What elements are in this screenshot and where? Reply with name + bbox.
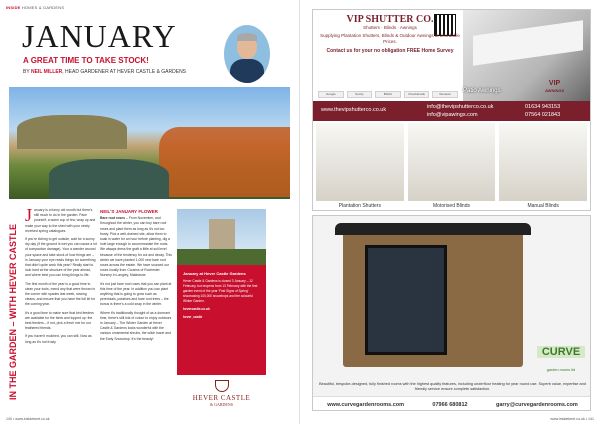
badge: Somfy	[347, 91, 373, 98]
garden-room-glass-door	[365, 245, 447, 355]
event-text: Hever Castle & Gardens is closed 3 January – 12 February, but reopens from 13 February with the first garden event of the year 'First Signs of Spring' showcasing 100,000 snowdrops and the colourful Winter Garden.	[183, 279, 258, 303]
product-label: Manual Blinds	[499, 201, 587, 211]
vip-phone-2[interactable]: 07564 021843	[525, 112, 561, 118]
curve-brand: CURVE	[537, 346, 585, 358]
product-tile-shutters	[316, 123, 404, 211]
vip-tagline: Supplying Plantation Shutters, Blinds & Outdoor Awnings at affordable Prices.	[320, 33, 460, 44]
curve-website-link[interactable]: www.curvegardenrooms.com	[327, 401, 405, 408]
article-subtitle: A GREAT TIME TO TAKE STOCK!	[23, 56, 149, 65]
vip-email-2[interactable]: info@vipawings.com	[427, 112, 478, 118]
section-tag-text: IN THE GARDEN – WITH HEVER CASTLE	[8, 223, 18, 401]
vip-awnings-sub: AWNINGS	[545, 88, 565, 93]
portrait-body	[230, 59, 264, 83]
paragraph	[100, 216, 172, 278]
section-tag	[7, 206, 19, 418]
product-tiles	[316, 123, 587, 211]
article-column-1	[25, 205, 97, 348]
product-tile-manual-blinds	[499, 123, 587, 211]
page-footer: 140 • www.insidekent.co.uk	[6, 417, 50, 421]
paragraph: If you're itching to get outside, wait for a sunny dry day (if the ground is wet you can cause a lot of compaction damage). Your a wander around your space and take stock of how things are – in January your eye reads things for something that didn't quite work this year? Really start to look hard at the structure of the year ahead, and where best you can bring things to life.	[25, 237, 97, 278]
article-column-2	[100, 209, 172, 345]
vip-shutter-ad	[312, 9, 591, 211]
awning-label: Patio Awnings	[463, 88, 501, 94]
byline-role: , HEAD GARDENER AT HEVER CASTLE & GARDENS	[62, 69, 187, 75]
vip-contact-bar	[313, 101, 591, 121]
column-heading: NEIL'S JANUARY FLOWER	[100, 209, 158, 214]
awning-photo	[463, 10, 591, 109]
dropcap: J	[25, 205, 33, 225]
paragraph: It's not just bare root roses that you can plant at this time of the year. In addition you can plant anything that is going to grow such as perennials, potatoes and bare root trees – the bonus is there's a cold snap in the winter.	[100, 281, 172, 307]
photo-ground	[177, 249, 266, 265]
awning-canopy	[473, 20, 583, 65]
product-label: Plantation Shutters	[316, 201, 404, 211]
curve-logo	[537, 346, 585, 376]
castle-photo	[177, 209, 266, 265]
photo-hedge	[159, 127, 290, 197]
right-page	[300, 0, 600, 424]
logo-line-2: & GARDENS	[209, 402, 233, 407]
running-head-section: HOMES & GARDENS	[21, 5, 65, 10]
paragraph	[25, 205, 97, 234]
curve-phone[interactable]: 07966 680812	[432, 401, 468, 408]
vip-awnings-logo	[545, 80, 564, 94]
logo-line-1: HEVER CASTLE	[192, 394, 251, 402]
event-social[interactable]: hever_castle	[183, 315, 203, 319]
vip-awnings-brand: VIP	[548, 80, 561, 87]
event-heading: January at Hever Castle Gardens	[183, 271, 246, 276]
product-photo	[499, 123, 587, 201]
curve-garden-rooms-ad	[312, 215, 591, 411]
vip-brand-sub: Shutters · Blinds · Awnings	[363, 25, 417, 30]
vip-emails	[427, 103, 493, 119]
vip-website-link[interactable]: www.thevipshutterco.co.uk	[321, 107, 387, 113]
photo-trees	[17, 115, 127, 149]
page-footer: www.insidekent.co.uk • 141	[550, 417, 594, 421]
running-head	[6, 5, 64, 10]
byline-name: NEIL MILLER	[30, 69, 63, 75]
author-portrait	[224, 25, 270, 83]
event-info-box	[177, 265, 266, 375]
vip-email-1[interactable]: info@thevipshutterco.co.uk	[427, 104, 494, 110]
byline	[23, 69, 186, 75]
curve-description: Beautiful, bespoke-designed, fully finished rooms with the highest quality features, including underfloor heating for year round use. Superb value, expertise and friendly service ensure complete satisfaction.	[319, 382, 586, 391]
trust-badges	[318, 91, 458, 98]
badge: Google	[318, 91, 344, 98]
crest-icon	[215, 380, 229, 392]
paragraph: The first month of the year is a good time to clean your tools, mend any that were thrown in the corner with spades last week, sowing cleans, and ensure that you have the full kit for the coming year.	[25, 281, 96, 307]
portrait-hair	[237, 33, 257, 41]
garden-room-photo	[343, 231, 523, 367]
product-photo	[408, 123, 496, 201]
vip-logo-block	[317, 14, 463, 54]
product-label: Motorised Blinds	[408, 201, 496, 211]
vip-phone-1[interactable]: 01634 943153	[525, 104, 561, 110]
hever-castle-logo	[177, 378, 266, 414]
paragraph-text: – From November, and throughout the winter, you can buy bare root roses and plant them as long as it's not too frosty. Pick a well-drained site, allow them to soak in water for an hour before planting, dig a hole large enough to accommodate the roots. We always dress the graft a little at soil level because of the tendency for cut and decay. This winter we have planted 1,000 new bare root roses across the estate. We have sourced our roses locally from Cousins of Rochester Nursery in Langley, Maidstone.	[100, 216, 172, 278]
garden-room-roof	[335, 223, 531, 235]
photo-water	[49, 159, 169, 199]
curve-brand-sub: garden rooms ltd	[546, 368, 576, 372]
photo-castle-tower	[209, 219, 235, 253]
product-tile-motorised-blinds	[408, 123, 496, 211]
paragraph: It's a good time to make sure that bird feeders are available for the birds and topped up: the best feeders – if not, pick a fresh mix for our feathered friends.	[25, 310, 94, 331]
running-head-brand: INSIDE	[6, 5, 21, 10]
hero-garden-photo	[9, 87, 290, 199]
paragraph: Where it's traditionally thought of as a dormant time, there's still lots of colour to enjoy outdoors in January – The Winter Garden at Hever Castle & Gardens looks wonderful with the various ornamental shrubs, the witch hazel and the Early Snowdrop. It's the beauty!	[100, 310, 172, 341]
vip-contact-prompt: Contact us for your no obligation FREE Home Survey	[326, 48, 454, 54]
article-title: JANUARY	[22, 18, 177, 54]
vip-phones	[525, 103, 560, 119]
product-photo	[316, 123, 404, 201]
event-website[interactable]: hevercastle.co.uk	[183, 307, 210, 311]
curve-email[interactable]: garry@curvegardenrooms.com	[495, 401, 578, 408]
badge: BiSAV	[375, 91, 401, 98]
vip-brand: VIP SHUTTER CO.	[346, 14, 434, 25]
paragraph: If you haven't mulched, you can still. Now as long as it's not frosty.	[25, 334, 92, 344]
byline-by: BY	[23, 69, 30, 75]
lead-in: Bare root roses	[100, 216, 126, 221]
curve-contact-bar	[313, 396, 591, 411]
badge: Reviews	[432, 91, 458, 98]
badge: Checkatrade	[404, 91, 430, 98]
paragraph-text: anuary is a funny old month but there's still much to do in the garden. Pace yourself, a warm cup of tea, wrap up and make your way to the shed with your newly received spring catalogues.	[25, 208, 96, 233]
